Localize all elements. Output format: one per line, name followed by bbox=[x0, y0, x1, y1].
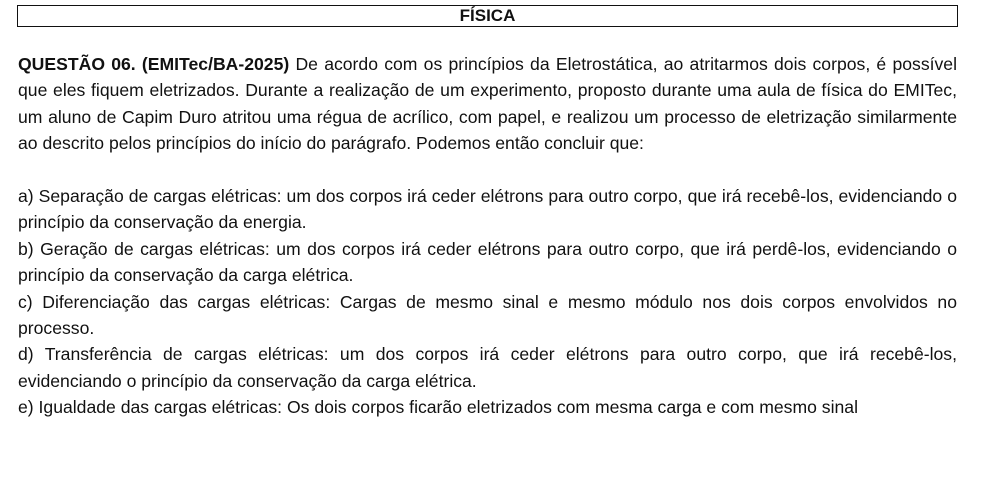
subject-header bbox=[17, 5, 958, 27]
option-e[interactable]: e) Igualdade das cargas elétricas: Os dois corpos ficarão eletrizados com mesma carga e com mesmo sinal bbox=[18, 397, 858, 418]
option-d[interactable]: d) Transferência de cargas elétricas: um dos corpos irá ceder elétrons para outro corpo, que irá recebê-los, evidenciando o princípio da conservação da carga elétrica. bbox=[18, 344, 957, 391]
option-a[interactable]: a) Separação de cargas elétricas: um dos corpos irá ceder elétrons para outro corpo, que irá recebê-los, evidenciando o princípio da conservação da energia. bbox=[18, 186, 957, 233]
option-b[interactable]: b) Geração de cargas elétricas: um dos corpos irá ceder elétrons para outro corpo, que irá perdê-los, evidenciando o princípio da conservação da carga elétrica. bbox=[18, 238, 957, 286]
subject-title: FÍSICA bbox=[459, 6, 516, 25]
question-statement bbox=[18, 51, 957, 157]
question-block bbox=[18, 51, 957, 421]
answer-options bbox=[18, 183, 957, 421]
question-label: QUESTÃO 06. (EMITec/BA-2025) bbox=[18, 54, 290, 74]
option-c[interactable]: c) Diferenciação das cargas elétricas: Cargas de mesmo sinal e mesmo módulo nos dois corpos envolvidos no processo. bbox=[18, 291, 957, 339]
question-text: De acordo com os princípios da Eletrostática, ao atritarmos dois corpos, é possível que eles fiquem eletrizados. Durante a realização de um experimento, proposto durante uma aula de física do EMITec, um aluno de Capim Duro atritou uma régua de acrílico, com papel, e realizou um processo de eletrização similarmente ao descrito pelos princípios do início do parágrafo. Podemos então concluir que: bbox=[18, 54, 957, 154]
